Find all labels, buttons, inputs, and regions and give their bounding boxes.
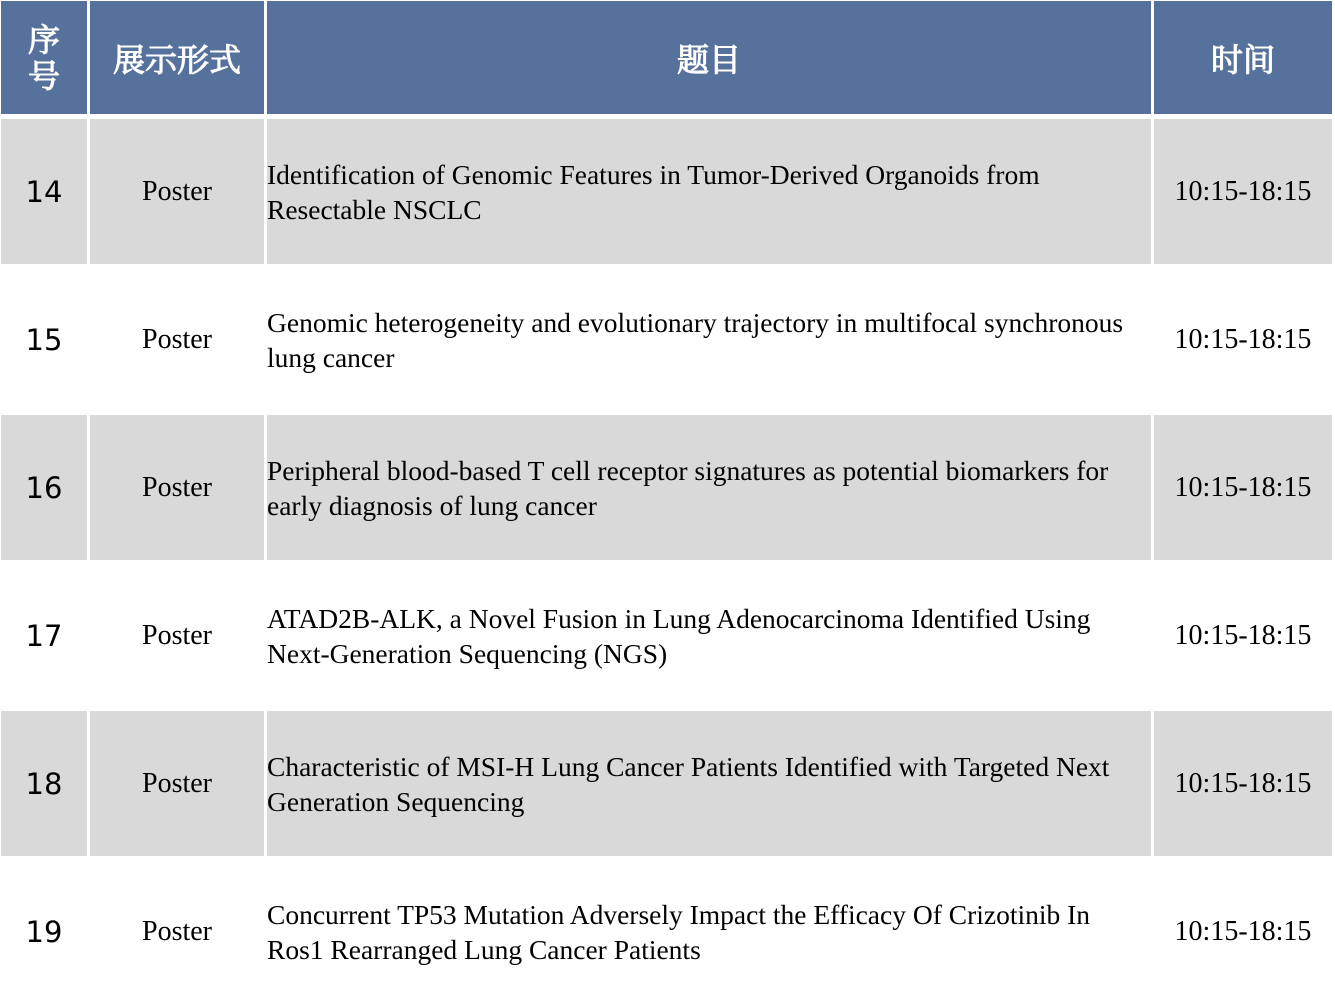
row-number: 16 [1, 415, 90, 563]
table-row [1, 267, 1332, 415]
table-row [1, 711, 1332, 859]
row-number: 15 [1, 267, 90, 415]
header-row [1, 1, 1332, 119]
row-title: Genomic heterogeneity and evolutionary trajectory in multifocal synchronous lung cancer [267, 267, 1154, 415]
row-title: ATAD2B-ALK, a Novel Fusion in Lung Adenocarcinoma Identified Using Next-Generation Sequencing (NGS) [267, 563, 1154, 711]
row-format: Poster [90, 563, 267, 711]
header-title: 题目 [267, 1, 1154, 119]
row-title: Characteristic of MSI-H Lung Cancer Patients Identified with Targeted Next Generation Sequencing [267, 711, 1154, 859]
row-time: 10:15-18:15 [1154, 415, 1332, 563]
table-row [1, 563, 1332, 711]
row-title: Peripheral blood-based T cell receptor signatures as potential biomarkers for early diagnosis of lung cancer [267, 415, 1154, 563]
header-number-line2: 号 [27, 56, 60, 95]
row-format: Poster [90, 415, 267, 563]
header-time: 时间 [1154, 1, 1332, 119]
row-time: 10:15-18:15 [1154, 711, 1332, 859]
schedule-table [1, 1, 1332, 1007]
table-row [1, 415, 1332, 563]
table-row [1, 859, 1332, 1007]
row-time: 10:15-18:15 [1154, 119, 1332, 267]
table-row [1, 119, 1332, 267]
header-number [1, 1, 90, 119]
row-format: Poster [90, 267, 267, 415]
row-title: Concurrent TP53 Mutation Adversely Impact the Efficacy Of Crizotinib In Ros1 Rearranged Lung Cancer Patients [267, 859, 1154, 1007]
row-format: Poster [90, 859, 267, 1007]
row-title: Identification of Genomic Features in Tumor-Derived Organoids from Resectable NSCLC [267, 119, 1154, 267]
row-number: 18 [1, 711, 90, 859]
row-number: 14 [1, 119, 90, 267]
row-time: 10:15-18:15 [1154, 267, 1332, 415]
row-time: 10:15-18:15 [1154, 859, 1332, 1007]
row-number: 19 [1, 859, 90, 1007]
row-format: Poster [90, 711, 267, 859]
row-format: Poster [90, 119, 267, 267]
header-format: 展示形式 [90, 1, 267, 119]
row-time: 10:15-18:15 [1154, 563, 1332, 711]
row-number: 17 [1, 563, 90, 711]
header-number-line1: 序 [27, 20, 60, 59]
